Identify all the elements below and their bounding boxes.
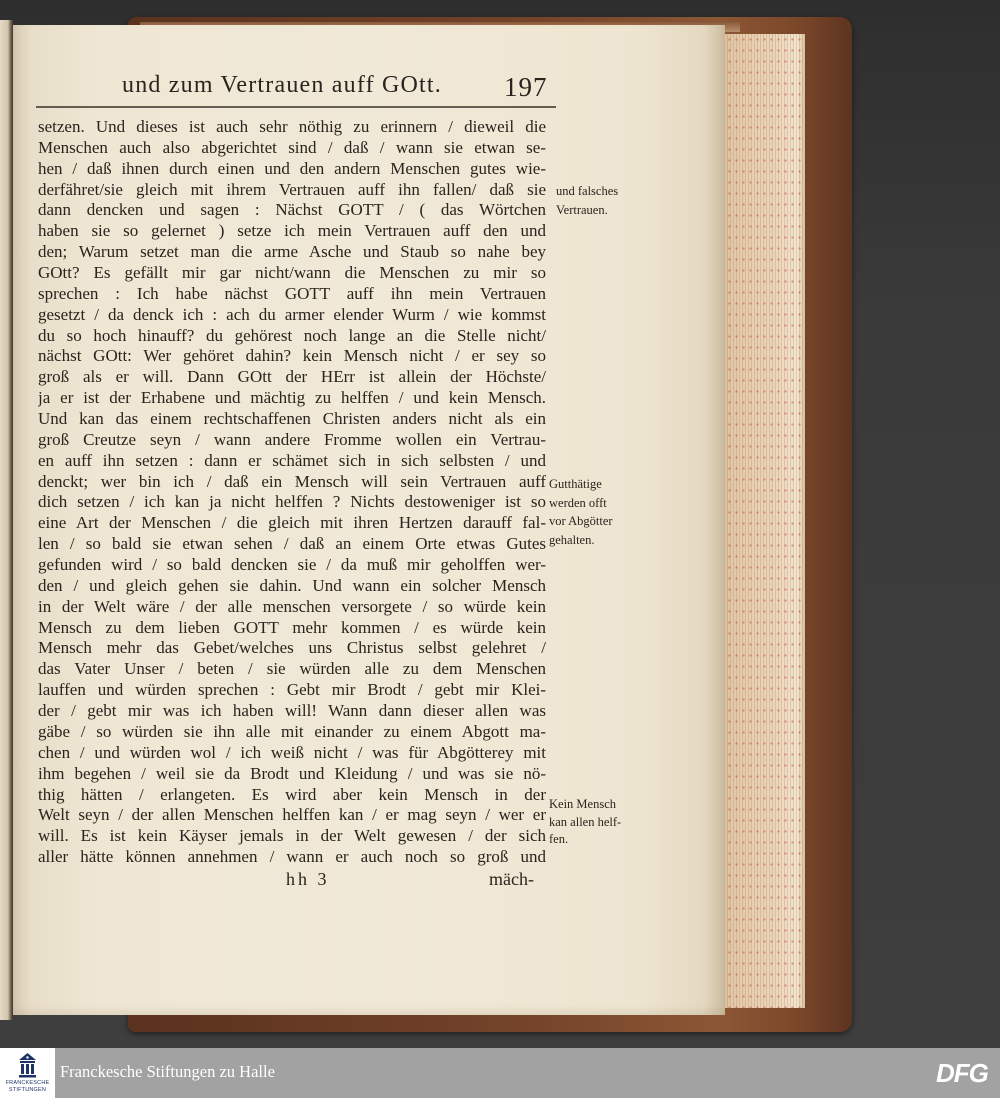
text-line: in der Welt wäre / der alle menschen versorgete / so würde kein [38,596,546,616]
marginal-note-line: vor Abgötter [549,514,613,528]
text-line: groß Creutze seyn / wann andere Fromme wollen ein Vertrau- [38,429,546,449]
text-line: nächst GOtt: Wer gehöret dahin? kein Mensch nicht / er sey so [38,346,546,366]
text-line: den; Warum setzet man die arme Asche und Staub so nahe bey [38,242,546,262]
header-rule [36,106,556,108]
text-line: hen / daß ihnen durch einen und den andern Menschen gutes wie- [38,158,546,178]
text-line: gefunden wird / so bald dencken sie / da muß mir geholffen wer- [38,555,546,575]
text-line: sprechen : Ich habe nächst GOTT auff ihn mein Vertrauen [38,283,546,303]
text-line: den / und gleich gehen sie dahin. Und wann ein solcher Mensch [38,575,546,595]
text-line: ja er ist der Erhabene und mächtig zu helffen / und kein Mensch. [38,388,546,408]
marginal-note [549,796,621,849]
previous-page-edge [0,20,13,1020]
text-line: groß als er will. Dann GOtt der HErr ist allein der Höchste/ [38,367,546,387]
dfg-logo: DFG [936,1058,988,1088]
franckesche-stiftungen-emblem-icon [17,1052,38,1078]
signature-mark: hh 3 [286,869,330,889]
running-title: und zum Vertrauen auff GOtt. [122,72,442,98]
text-line: denckt; wer bin ich / daß ein Mensch will sein Vertrauen auff [38,471,546,491]
text-line: gesetzt / da denck ich : ach du armer elender Wurm / wie kommst [38,304,546,324]
catchword: mäch- [489,869,534,889]
text-line: GOtt? Es gefällt mir gar nicht/wann die Menschen zu mir so [38,263,546,283]
text-line: das Vater Unser / beten / sie würden alle zu dem Menschen [38,659,546,679]
marginal-note-line: und falsches [556,184,619,198]
text-line: du so hoch hinauff? du gehörest noch lange an die Stelle nicht/ [38,325,546,345]
institution-logo [0,1048,55,1098]
text-line: dann dencken und sagen : Nächst GOTT / ( das Wörtchen [38,200,546,220]
text-line: der / gebt mir was ich haben will! Wann dann dieser allen was [38,701,546,721]
body-text [38,117,546,868]
text-line: aller hätte können annehmen / wann er auch noch so groß und [38,847,546,867]
text-line: eine Art der Menschen / die gleich mit ihren Hertzen darauff fal- [38,513,546,533]
marginal-note-line: Vertrauen. [556,203,608,217]
marginal-note-line: Gutthätige [549,477,602,491]
marginal-note-line: gehalten. [549,532,595,547]
text-line: len / so bald sie etwan sehen / daß an einem Orte etwas Gutes [38,534,546,554]
text-line: dich setzen / ich kan ja nicht helffen ? Nichts destoweniger ist so [38,492,546,512]
marginal-note-line: fen. [549,832,569,846]
text-line: derfähret/sie gleich mit ihrem Vertrauen auff ihn fallen/ daß sie [38,179,546,199]
logo-text: FRANCKESCHE [5,1080,50,1086]
marginal-note-line: Kein Mensch [549,797,616,811]
footer-bar [0,1048,1000,1098]
logo-text: STIFTUNGEN [8,1087,47,1093]
text-line: lauffen und würden sprechen : Gebt mir Brodt / gebt mir Klei- [38,680,546,700]
text-line: Mensch zu dem lieben GOTT mehr kommen / es würde kein [38,617,546,637]
text-line: chen / und würden wol / ich weiß nicht / was für Abgötterey mit [38,742,546,762]
text-line: Menschen auch also abgerichtet sind / daß / wann sie etwan se- [38,137,546,157]
page-fore-edge [712,34,805,1008]
text-line: setzen. Und dieses ist auch sehr nöthig zu erinnern / dieweil die [38,117,546,136]
institution-name: Franckesche Stiftungen zu Halle [60,1062,275,1081]
text-line: gäbe / so würden sie ihn alle mit einander zu einem Abgott ma- [38,721,546,741]
marginal-note [556,182,618,220]
marginal-note [549,475,613,549]
text-line: Mensch mehr das Gebet/welches uns Christus selbst gelehret / [38,638,546,658]
marginal-note-line: kan allen helf- [549,814,622,829]
text-line: ihm begehen / weil sie da Brodt und Kleidung / und was sie nö- [38,763,546,783]
page-number: 197 [504,72,548,102]
text-line: haben sie so gelernet ) setze ich mein Vertrauen auff den und [38,221,546,241]
text-line: Und kan das einem rechtschaffenen Christen anders nicht als ein [38,409,546,429]
text-line: thig hätten / erlangeten. Es wird aber kein Mensch in der [38,784,546,804]
marginal-note-line: werden offt [549,495,607,510]
text-line: Welt seyn / der allen Menschen helffen kan / er mag seyn / wer er [38,805,546,825]
text-line: will. Es ist kein Käyser jemals in der Welt gewesen / der sich [38,826,546,846]
text-line: en auff ihn setzen : dann er schämet sich in sich selbsten / und [38,450,546,470]
